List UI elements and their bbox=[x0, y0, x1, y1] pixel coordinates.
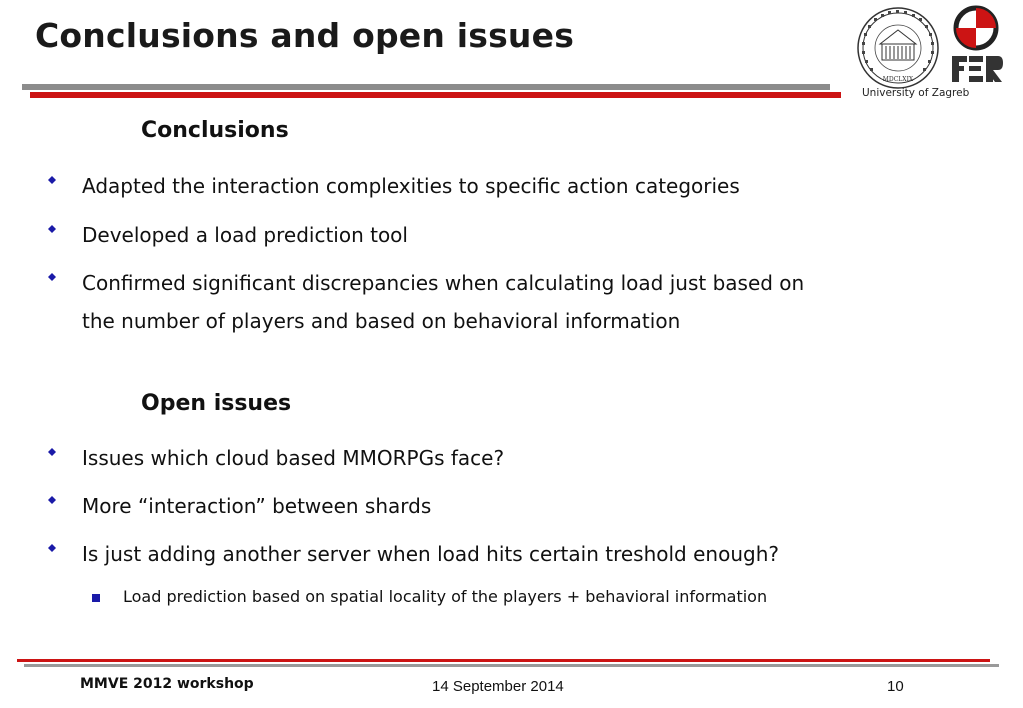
bullet-text: Issues which cloud based MMORPGs face? bbox=[82, 446, 505, 470]
diamond-bullet-icon bbox=[48, 496, 56, 504]
university-caption: University of Zagreb bbox=[862, 87, 970, 99]
footer-rule-red bbox=[17, 659, 990, 662]
title-rule-red bbox=[30, 92, 841, 98]
university-seal-icon bbox=[856, 6, 940, 90]
footer-workshop: MMVE 2012 workshop bbox=[80, 676, 254, 692]
bullet-text: Developed a load prediction tool bbox=[82, 223, 408, 247]
diamond-bullet-icon bbox=[48, 273, 56, 281]
bullet-text: More “interaction” between shards bbox=[82, 494, 432, 518]
open-issues-heading: Open issues bbox=[141, 391, 292, 416]
bullet-text: Is just adding another server when load hits certain treshold enough? bbox=[82, 542, 779, 566]
footer-date: 14 September 2014 bbox=[432, 678, 564, 695]
bullet-text: Adapted the interaction complexities to specific action categories bbox=[82, 174, 740, 198]
conclusions-heading: Conclusions bbox=[141, 118, 289, 143]
square-bullet-icon bbox=[92, 594, 100, 602]
title-rule-grey bbox=[22, 84, 830, 90]
diamond-bullet-icon bbox=[48, 176, 56, 184]
diamond-bullet-icon bbox=[48, 225, 56, 233]
diamond-bullet-icon bbox=[48, 448, 56, 456]
fer-logo-icon bbox=[948, 4, 1004, 86]
page-number: 10 bbox=[887, 678, 904, 695]
diamond-bullet-icon bbox=[48, 544, 56, 552]
svg-text:MDCLXIX: MDCLXIX bbox=[882, 76, 914, 83]
slide-title: Conclusions and open issues bbox=[35, 16, 575, 55]
footer-rule-grey bbox=[24, 664, 999, 667]
sub-bullet-text: Load prediction based on spatial locality of the players + behavioral information bbox=[123, 587, 768, 606]
bullet-text: Confirmed significant discrepancies when calculating load just based on the number of players and based on behavioral information bbox=[82, 271, 805, 333]
